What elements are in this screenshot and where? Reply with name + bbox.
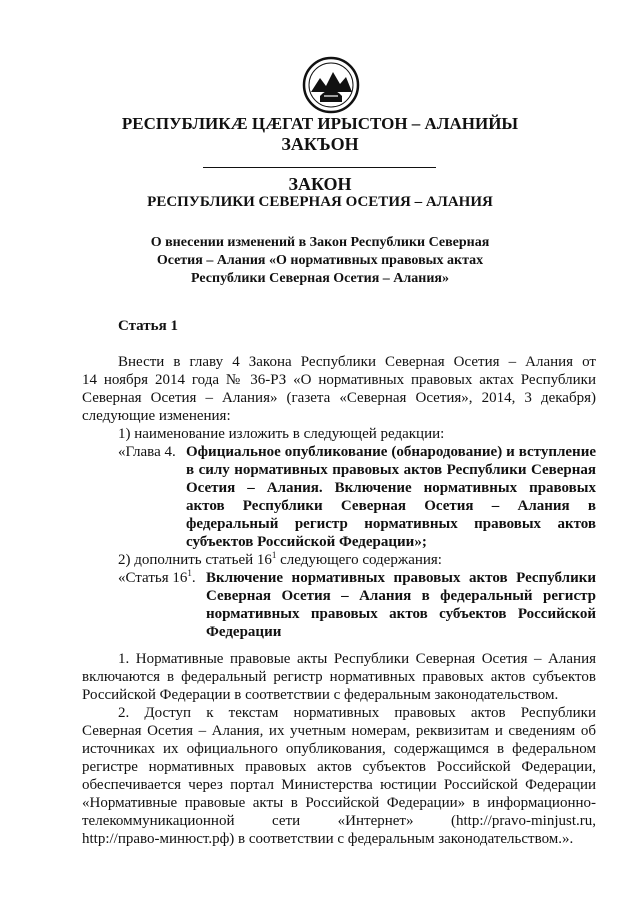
text-line: 2. Доступ к текстам нормативных правовых актов Республики <box>118 705 596 721</box>
text-line: 1. Нормативные правовые акты Республики Северная Осетия – Алания <box>118 651 596 667</box>
intro-paragraph <box>82 353 596 425</box>
republic-heading: РЕСПУБЛИКИ СЕВЕРНАЯ ОСЕТИЯ – АЛАНИЯ <box>147 194 493 210</box>
text-line: «Нормативные правовые акты в Российской Федерации» в информационно- <box>82 795 596 811</box>
superscript: 1 <box>187 568 192 578</box>
header-divider <box>203 167 436 168</box>
text-line: телекоммуникационной сети «Интернет» (http://pravo-minjust.ru, <box>82 813 596 829</box>
paragraph-1 <box>82 650 596 704</box>
new-article-dot: . <box>191 570 196 586</box>
chapter-prefix: «Глава 4. <box>118 444 176 460</box>
chapter-title-block <box>186 443 596 551</box>
text-line: http://право-минюст.рф) в соответствии с федеральным законодательством.». <box>82 831 574 847</box>
text-line: Включение нормативных правовых актов Республики <box>206 570 596 586</box>
zakon-ossetian-heading: ЗАКЪОН <box>281 134 359 154</box>
text-line: Внести в главу 4 Закона Республики Северная Осетия – Алания от <box>118 354 596 370</box>
new-article-title-block <box>206 569 596 641</box>
text-line: в силу нормативных правовых актов Республики Северная <box>186 462 596 478</box>
paragraph-2 <box>82 704 596 848</box>
coat-of-arms-emblem <box>302 56 360 114</box>
text-line: следующие изменения: <box>82 408 231 424</box>
article-heading: Статья 1 <box>118 318 178 334</box>
text-line: Северная Осетия – Алания, их учетным номерам, реквизитам и сведениям об <box>82 723 596 739</box>
text-line: регистре нормативных правовых актов субъектов Российской Федерации, <box>82 759 596 775</box>
text-line: Официальное опубликование (обнародование) и вступление <box>186 444 596 460</box>
item-1: 1) наименование изложить в следующей редакции: <box>118 426 445 442</box>
new-article-prefix <box>118 569 196 587</box>
text-line: субъектов Российской Федерации»; <box>186 534 427 550</box>
law-title-line: Осетия – Алания «О нормативных правовых актах <box>156 253 484 268</box>
text-line: федеральный регистр нормативных правовых актов <box>186 516 596 532</box>
text-line: нормативных правовых актов субъектов Российской <box>206 606 596 622</box>
text-line: включаются в федеральный регистр нормативных правовых актов субъектов <box>82 669 596 685</box>
text-line: обеспечивается через портал Министерства юстиции Российской Федерации <box>82 777 596 793</box>
new-article-label: «Статья 16 <box>118 570 188 586</box>
text-line: Северная Осетия – Алания» (газета «Северная Осетия», 2014, 3 декабря) <box>82 390 596 406</box>
law-title-line: О внесении изменений в Закон Республики Северная <box>150 235 490 250</box>
item-2-text: 2) дополнить статьей 16 <box>118 552 272 568</box>
item-2-text-suffix: следующего содержания: <box>276 552 442 568</box>
zakon-heading: ЗАКОН <box>288 174 352 194</box>
text-line: 14 ноября 2014 года № 36-РЗ «О нормативных правовых актах Республики <box>82 372 596 388</box>
law-title <box>0 234 640 288</box>
text-line: Северная Осетия – Алания в федеральный регистр <box>206 588 596 604</box>
item-2 <box>118 551 442 569</box>
text-line: источниках их официального опубликования, содержащимся в федеральном <box>82 741 596 757</box>
law-title-line: Республики Северная Осетия – Алания» <box>191 271 449 286</box>
text-line: Федерации <box>206 624 282 640</box>
text-line: Российской Федерации в соответствии с федеральным законодательством. <box>82 687 559 703</box>
superscript: 1 <box>271 550 277 560</box>
text-line: актов Республики Северная Осетия – Алания в <box>186 498 596 514</box>
republic-ossetian-heading: РЕСПУБЛИКӔ ЦӔГАТ ИРЫСТОН – АЛАНИЙЫ <box>121 114 519 133</box>
text-line: Осетия – Алания. Включение нормативных правовых <box>186 480 596 496</box>
